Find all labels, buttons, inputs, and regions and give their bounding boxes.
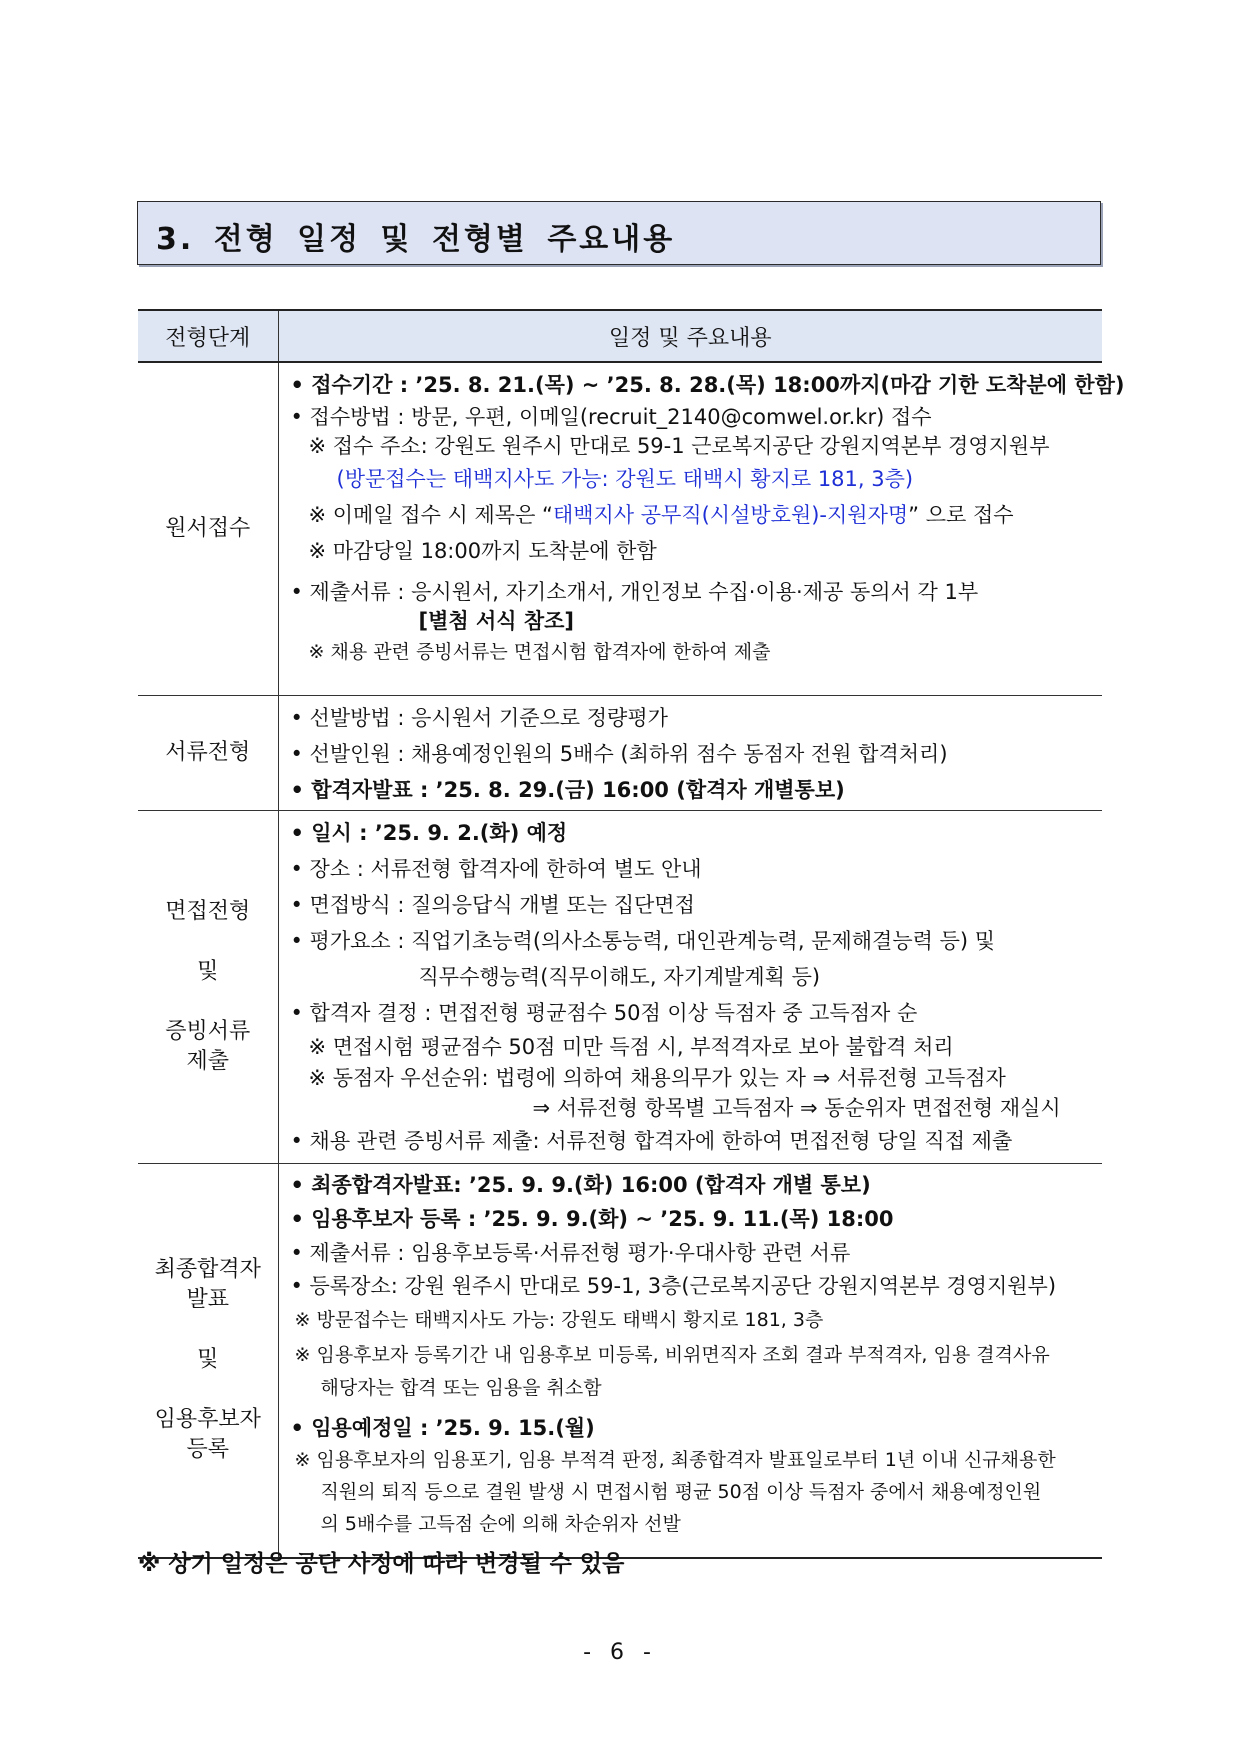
section-title: 3. 전형 일정 및 전형별 주요내용 bbox=[156, 222, 676, 257]
content-line: • 임용후보자 등록 : ’25. 9. 9.(화) ~ ’25. 9. 11.(목) 18:00 bbox=[290, 1206, 894, 1231]
content-line: • 제출서류 : 임용후보등록·서류전형 평가·우대사항 관련 서류 bbox=[290, 1240, 851, 1265]
content-cell bbox=[278, 1163, 1102, 1558]
content-line: ※ 마감당일 18:00까지 도착분에 한함 bbox=[308, 539, 657, 563]
content-line: • 평가요소 : 직업기초능력(의사소통능력, 대인관계능력, 문제해결능력 등) 및 bbox=[290, 928, 996, 953]
email-subject-format: 태백지사 공무직(시설방호원)-지원자명 bbox=[552, 503, 909, 527]
stage-label: 등록 bbox=[186, 1437, 229, 1463]
stage-cell bbox=[138, 810, 278, 1163]
content-line: • 최종합격자발표: ’25. 9. 9.(화) 16:00 (합격자 개별 통보) bbox=[290, 1172, 871, 1197]
content-line: ※ 방문접수는 태백지사도 가능: 강원도 태백시 황지로 181, 3층 bbox=[294, 1308, 824, 1331]
table-row bbox=[138, 362, 1102, 695]
stage-label: 증빙서류 bbox=[165, 1018, 251, 1044]
header-stage: 전형단계 bbox=[138, 310, 278, 362]
stage-cell bbox=[138, 362, 278, 695]
content-line: ※ 임용후보자의 임용포기, 임용 부적격 판정, 최종합격자 발표일로부터 1년 이내 신규채용한 bbox=[294, 1448, 1056, 1471]
content-line: • 합격자발표 : ’25. 8. 29.(금) 16:00 (합격자 개별통보) bbox=[290, 777, 845, 802]
stage-label: 임용후보자 bbox=[154, 1407, 261, 1433]
content-line: 의 5배수를 고득점 순에 의해 차순위자 선발 bbox=[320, 1512, 681, 1535]
content-cell bbox=[278, 362, 1125, 695]
header-content: 일정 및 주요내용 bbox=[278, 310, 1102, 362]
content-line: ※ 면접시험 평균점수 50점 미만 득점 시, 부적격자로 보아 불합격 처리 bbox=[308, 1034, 954, 1059]
stage-cell bbox=[138, 1163, 278, 1558]
content-line: • 임용예정일 : ’25. 9. 15.(월) bbox=[290, 1415, 595, 1440]
content-line: • 일시 : ’25. 9. 2.(화) 예정 bbox=[290, 820, 568, 845]
table-row bbox=[138, 1163, 1102, 1558]
stage-label: 및 bbox=[197, 1347, 219, 1373]
schedule-table bbox=[138, 309, 1125, 1559]
table-row bbox=[138, 810, 1102, 1163]
stage-label: 및 bbox=[197, 958, 219, 984]
table-row bbox=[138, 695, 1102, 810]
content-line: • 선발방법 : 응시원서 기준으로 정량평가 bbox=[290, 705, 668, 730]
stage-label: 면접전형 bbox=[165, 898, 251, 924]
content-line: ※ 임용후보자 등록기간 내 임용후보 미등록, 비위면직자 조회 결과 부적격자, 임용 결격사유 bbox=[294, 1343, 1050, 1366]
content-line: • 선발인원 : 채용예정인원의 5배수 (최하위 점수 동점자 전원 합격처리) bbox=[290, 741, 948, 766]
content-line: • 접수방법 : 방문, 우편, 이메일(recruit_2140@comwel.or.kr) 접수 bbox=[290, 405, 932, 429]
page-number: - 6 - bbox=[583, 1640, 657, 1665]
table-header-row bbox=[138, 310, 1102, 362]
content-line: • 면접방식 : 질의응답식 개별 또는 집단면접 bbox=[290, 892, 695, 917]
content-cell bbox=[278, 810, 1102, 1163]
content-line: ※ 채용 관련 증빙서류는 면접시험 합격자에 한하여 제출 bbox=[308, 641, 771, 663]
content-line: • 접수기간 : ’25. 8. 21.(목) ~ ’25. 8. 28.(목) 18:00까지(마감 기한 도착분에 한함) bbox=[290, 373, 1125, 397]
content-cell bbox=[278, 695, 1102, 810]
content-line: [별첨 서식 참조] bbox=[418, 609, 575, 633]
content-line: • 제출서류 : 응시원서, 자기소개서, 개인정보 수집·이용·제공 동의서 각 1부 bbox=[290, 580, 979, 604]
stage-label: 최종합격자 bbox=[154, 1257, 261, 1283]
stage-label: 서류전형 bbox=[165, 739, 251, 765]
content-line: 직원의 퇴직 등으로 결원 발생 시 면접시험 평균 50점 이상 득점자 중에서 채용예정인원 bbox=[320, 1480, 1042, 1503]
email-subject-prefix: ※ 이메일 접수 시 제목은 “ bbox=[308, 503, 553, 527]
content-line: 직무수행능력(직무이해도, 자기계발계획 등) bbox=[418, 964, 821, 989]
content-line: ※ 동점자 우선순위: 법령에 의하여 채용의무가 있는 자 ⇒ 서류전형 고득점자 bbox=[308, 1065, 1006, 1090]
content-line: • 채용 관련 증빙서류 제출: 서류전형 합격자에 한하여 면접전형 당일 직접 제출 bbox=[290, 1128, 1013, 1153]
stage-label: 원서접수 bbox=[165, 515, 251, 541]
content-line: • 장소 : 서류전형 합격자에 한하여 별도 안내 bbox=[290, 856, 702, 881]
content-line: ⇒ 서류전형 항목별 고득점자 ⇒ 동순위자 면접전형 재실시 bbox=[532, 1095, 1061, 1120]
content-line: • 합격자 결정 : 면접전형 평균점수 50점 이상 득점자 중 고득점자 순 bbox=[290, 1000, 918, 1025]
content-line: 해당자는 합격 또는 임용을 취소함 bbox=[320, 1376, 602, 1399]
content-line bbox=[291, 497, 1103, 533]
stage-label: 발표 bbox=[186, 1287, 229, 1313]
content-line: • 등록장소: 강원 원주시 만대로 59-1, 3층(근로복지공단 강원지역본부 경영지원부) bbox=[290, 1273, 1057, 1298]
stage-label: 제출 bbox=[186, 1048, 229, 1074]
content-line: (방문접수는 태백지사도 가능: 강원도 태백시 황지로 181, 3층) bbox=[336, 467, 914, 491]
schedule-change-note: ※ 상기 일정은 공단 사정에 따라 변경될 수 있음 bbox=[138, 1551, 625, 1577]
email-subject-suffix: ” 으로 접수 bbox=[908, 503, 1014, 527]
content-line: ※ 접수 주소: 강원도 원주시 만대로 59-1 근로복지공단 강원지역본부 경영지원부 bbox=[308, 434, 1050, 458]
stage-cell bbox=[138, 695, 278, 810]
section-header bbox=[137, 201, 1101, 265]
